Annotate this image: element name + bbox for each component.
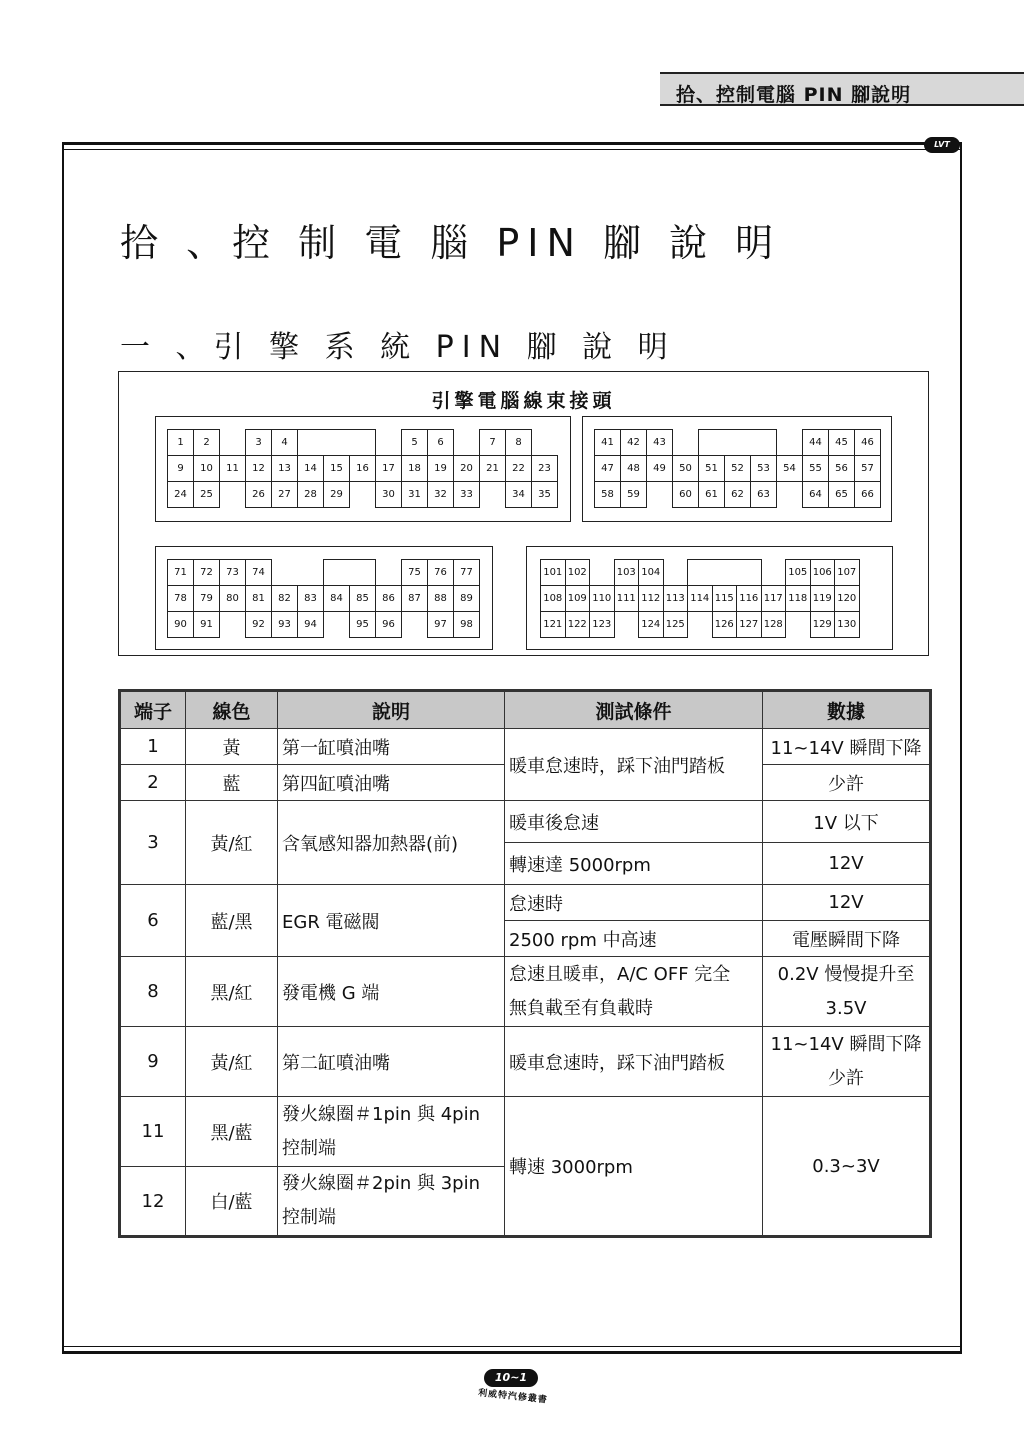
pin-8: 8 bbox=[505, 429, 532, 456]
pin-115: 115 bbox=[712, 585, 738, 612]
page-number: 10~1 bbox=[484, 1369, 538, 1387]
table-row bbox=[120, 957, 931, 1027]
pin-64: 64 bbox=[802, 481, 829, 508]
pin-90: 90 bbox=[167, 611, 194, 638]
pin-114: 114 bbox=[687, 585, 713, 612]
pin-84: 84 bbox=[323, 585, 350, 612]
pin-cell: 12 bbox=[120, 1167, 186, 1237]
desc-cell: 第四缸噴油嘴 bbox=[278, 765, 505, 801]
desc-line-2: 控制端 bbox=[282, 1137, 336, 1159]
pin-grid-c bbox=[168, 560, 480, 638]
pin-50: 50 bbox=[672, 455, 699, 482]
pin-3: 3 bbox=[245, 429, 272, 456]
pin-11: 11 bbox=[219, 455, 246, 482]
desc-cell bbox=[278, 1167, 505, 1237]
page-title: 拾 、控 制 電 腦 PIN 腳 說 明 bbox=[120, 221, 782, 265]
connector-diagram bbox=[118, 371, 929, 656]
pin-20: 20 bbox=[453, 455, 480, 482]
pin-14: 14 bbox=[297, 455, 324, 482]
pin-89: 89 bbox=[453, 585, 480, 612]
pin-82: 82 bbox=[271, 585, 298, 612]
pin-121: 121 bbox=[540, 611, 566, 638]
cond-line-1: 怠速且暖車，A/C OFF 完全 bbox=[509, 963, 731, 985]
pin-60: 60 bbox=[672, 481, 699, 508]
pin-73: 73 bbox=[219, 559, 246, 586]
pin-19: 19 bbox=[427, 455, 454, 482]
pin-26: 26 bbox=[245, 481, 272, 508]
pin-95: 95 bbox=[349, 611, 376, 638]
pin-113: 113 bbox=[663, 585, 689, 612]
header-description: 說明 bbox=[278, 691, 505, 729]
pin-93: 93 bbox=[271, 611, 298, 638]
pin-130: 130 bbox=[834, 611, 860, 638]
pin-10: 10 bbox=[193, 455, 220, 482]
section-subtitle: 一 、引 擎 系 統 PIN 腳 說 明 bbox=[120, 330, 676, 365]
pin-51: 51 bbox=[698, 455, 725, 482]
pin-128: 128 bbox=[761, 611, 787, 638]
data-cell: 電壓瞬間下降 bbox=[763, 921, 931, 957]
pin-grid-a bbox=[168, 430, 558, 508]
pin-44: 44 bbox=[802, 429, 829, 456]
pin-25: 25 bbox=[193, 481, 220, 508]
pin-63: 63 bbox=[750, 481, 777, 508]
color-cell: 黑/紅 bbox=[186, 957, 278, 1027]
connector-key-slot bbox=[687, 559, 762, 586]
cond-cell: 2500 rpm 中高速 bbox=[505, 921, 763, 957]
pin-87: 87 bbox=[401, 585, 428, 612]
pin-102: 102 bbox=[565, 559, 591, 586]
pin-28: 28 bbox=[297, 481, 324, 508]
pin-120: 120 bbox=[834, 585, 860, 612]
cond-cell bbox=[505, 957, 763, 1027]
data-line-1: 11~14V 瞬間下降 bbox=[770, 1033, 922, 1055]
pin-cell: 3 bbox=[120, 801, 186, 885]
pin-30: 30 bbox=[375, 481, 402, 508]
data-line-2: 3.5V bbox=[825, 997, 867, 1019]
header-test-condition: 測試條件 bbox=[505, 691, 763, 729]
pin-23: 23 bbox=[531, 455, 558, 482]
pin-74: 74 bbox=[245, 559, 272, 586]
brand-logo: LVT bbox=[924, 137, 960, 153]
data-cell: 12V bbox=[763, 843, 931, 885]
header-section-title: 拾、控制電腦 PIN 腳說明 bbox=[676, 84, 912, 106]
color-cell: 黃/紅 bbox=[186, 801, 278, 885]
pin-62: 62 bbox=[724, 481, 751, 508]
pin-description-table bbox=[118, 689, 932, 1238]
pin-48: 48 bbox=[620, 455, 647, 482]
pin-85: 85 bbox=[349, 585, 376, 612]
pin-97: 97 bbox=[427, 611, 454, 638]
pin-52: 52 bbox=[724, 455, 751, 482]
pin-42: 42 bbox=[620, 429, 647, 456]
pin-58: 58 bbox=[594, 481, 621, 508]
pin-65: 65 bbox=[828, 481, 855, 508]
cond-cell: 暖車怠速時，踩下油門踏板 bbox=[505, 1027, 763, 1097]
pin-79: 79 bbox=[193, 585, 220, 612]
pin-123: 123 bbox=[589, 611, 615, 638]
connector-key-slot bbox=[297, 429, 376, 456]
pin-109: 109 bbox=[565, 585, 591, 612]
color-cell: 黃 bbox=[186, 729, 278, 765]
pin-18: 18 bbox=[401, 455, 428, 482]
pin-108: 108 bbox=[540, 585, 566, 612]
pin-41: 41 bbox=[594, 429, 621, 456]
pin-94: 94 bbox=[297, 611, 324, 638]
pin-cell: 1 bbox=[120, 729, 186, 765]
pin-6: 6 bbox=[427, 429, 454, 456]
pin-83: 83 bbox=[297, 585, 324, 612]
pin-107: 107 bbox=[834, 559, 860, 586]
pin-cell: 6 bbox=[120, 885, 186, 957]
publisher-name: 利威特汽修叢書 bbox=[477, 1388, 549, 1406]
pin-9: 9 bbox=[167, 455, 194, 482]
pin-27: 27 bbox=[271, 481, 298, 508]
pin-16: 16 bbox=[349, 455, 376, 482]
data-line-2: 少許 bbox=[828, 1067, 864, 1089]
table-row bbox=[120, 1027, 931, 1097]
pin-cell: 8 bbox=[120, 957, 186, 1027]
pin-22: 22 bbox=[505, 455, 532, 482]
pin-105: 105 bbox=[785, 559, 811, 586]
frame-bottom-line bbox=[62, 1351, 962, 1354]
pin-17: 17 bbox=[375, 455, 402, 482]
pin-45: 45 bbox=[828, 429, 855, 456]
connector-group-b bbox=[582, 416, 892, 522]
pin-92: 92 bbox=[245, 611, 272, 638]
pin-86: 86 bbox=[375, 585, 402, 612]
pin-5: 5 bbox=[401, 429, 428, 456]
connector-title: 引擎電腦線束接頭 bbox=[431, 390, 616, 412]
color-cell: 藍 bbox=[186, 765, 278, 801]
pin-101: 101 bbox=[540, 559, 566, 586]
pin-124: 124 bbox=[638, 611, 664, 638]
cond-cell: 暖車怠速時，踩下油門踏板 bbox=[505, 729, 763, 801]
pin-46: 46 bbox=[854, 429, 881, 456]
pin-75: 75 bbox=[401, 559, 428, 586]
table-row bbox=[120, 801, 931, 843]
color-cell: 白/藍 bbox=[186, 1167, 278, 1237]
pin-43: 43 bbox=[646, 429, 673, 456]
pin-106: 106 bbox=[810, 559, 836, 586]
pin-grid-b bbox=[595, 430, 881, 508]
cond-cell: 轉速 3000rpm bbox=[505, 1097, 763, 1237]
pin-122: 122 bbox=[565, 611, 591, 638]
pin-129: 129 bbox=[810, 611, 836, 638]
pin-104: 104 bbox=[638, 559, 664, 586]
pin-118: 118 bbox=[785, 585, 811, 612]
desc-cell: 第二缸噴油嘴 bbox=[278, 1027, 505, 1097]
pin-57: 57 bbox=[854, 455, 881, 482]
desc-cell: EGR 電磁閥 bbox=[278, 885, 505, 957]
pin-21: 21 bbox=[479, 455, 506, 482]
pin-76: 76 bbox=[427, 559, 454, 586]
pin-33: 33 bbox=[453, 481, 480, 508]
pin-2: 2 bbox=[193, 429, 220, 456]
pin-127: 127 bbox=[736, 611, 762, 638]
pin-47: 47 bbox=[594, 455, 621, 482]
data-cell bbox=[763, 1027, 931, 1097]
pin-31: 31 bbox=[401, 481, 428, 508]
pin-grid-d bbox=[541, 560, 860, 638]
pin-81: 81 bbox=[245, 585, 272, 612]
desc-line-2: 控制端 bbox=[282, 1207, 336, 1228]
frame-top-thin-line bbox=[62, 149, 962, 150]
pin-13: 13 bbox=[271, 455, 298, 482]
desc-cell: 第一缸噴油嘴 bbox=[278, 729, 505, 765]
pin-1: 1 bbox=[167, 429, 194, 456]
frame-right-line bbox=[960, 142, 962, 1354]
pin-77: 77 bbox=[453, 559, 480, 586]
cond-cell: 暖車後怠速 bbox=[505, 801, 763, 843]
data-cell: 11~14V 瞬間下降 bbox=[763, 729, 931, 765]
pin-96: 96 bbox=[375, 611, 402, 638]
connector-group-a bbox=[155, 416, 571, 522]
pin-98: 98 bbox=[453, 611, 480, 638]
frame-bottom-thin-line bbox=[62, 1346, 962, 1347]
connector-group-d bbox=[526, 546, 893, 650]
color-cell: 黃/紅 bbox=[186, 1027, 278, 1097]
desc-line-1: 發火線圈＃1pin 與 4pin bbox=[282, 1103, 481, 1125]
pin-24: 24 bbox=[167, 481, 194, 508]
pin-111: 111 bbox=[614, 585, 640, 612]
data-cell bbox=[763, 957, 931, 1027]
cond-line-2: 無負載至有負載時 bbox=[509, 997, 653, 1019]
pin-34: 34 bbox=[505, 481, 532, 508]
data-cell: 少許 bbox=[763, 765, 931, 801]
header-wire-color: 線色 bbox=[186, 691, 278, 729]
frame-left-line bbox=[62, 142, 64, 1354]
header-pin: 端子 bbox=[120, 691, 186, 729]
pin-78: 78 bbox=[167, 585, 194, 612]
pin-125: 125 bbox=[663, 611, 689, 638]
connector-key-slot bbox=[323, 559, 376, 586]
pin-12: 12 bbox=[245, 455, 272, 482]
table-row bbox=[120, 885, 931, 921]
pin-53: 53 bbox=[750, 455, 777, 482]
pin-116: 116 bbox=[736, 585, 762, 612]
connector-group-c bbox=[155, 546, 493, 650]
pin-126: 126 bbox=[712, 611, 738, 638]
pin-117: 117 bbox=[761, 585, 787, 612]
pin-7: 7 bbox=[479, 429, 506, 456]
pin-91: 91 bbox=[193, 611, 220, 638]
pin-49: 49 bbox=[646, 455, 673, 482]
pin-cell: 11 bbox=[120, 1097, 186, 1167]
pin-56: 56 bbox=[828, 455, 855, 482]
pin-29: 29 bbox=[323, 481, 350, 508]
table-header-row bbox=[120, 691, 931, 729]
pin-66: 66 bbox=[854, 481, 881, 508]
data-cell: 0.3~3V bbox=[763, 1097, 931, 1237]
cond-cell: 轉速達 5000rpm bbox=[505, 843, 763, 885]
table-row bbox=[120, 729, 931, 765]
color-cell: 黑/藍 bbox=[186, 1097, 278, 1167]
pin-59: 59 bbox=[620, 481, 647, 508]
pin-80: 80 bbox=[219, 585, 246, 612]
pin-cell: 2 bbox=[120, 765, 186, 801]
pin-119: 119 bbox=[810, 585, 836, 612]
pin-54: 54 bbox=[776, 455, 803, 482]
pin-32: 32 bbox=[427, 481, 454, 508]
pin-cell: 9 bbox=[120, 1027, 186, 1097]
pin-72: 72 bbox=[193, 559, 220, 586]
pin-88: 88 bbox=[427, 585, 454, 612]
pin-15: 15 bbox=[323, 455, 350, 482]
connector-key-slot bbox=[698, 429, 777, 456]
data-cell: 1V 以下 bbox=[763, 801, 931, 843]
desc-cell: 發電機 G 端 bbox=[278, 957, 505, 1027]
pin-61: 61 bbox=[698, 481, 725, 508]
desc-line-1: 發火線圈＃2pin 與 3pin bbox=[282, 1173, 481, 1194]
pin-71: 71 bbox=[167, 559, 194, 586]
data-line-1: 0.2V 慢慢提升至 bbox=[777, 963, 915, 985]
pin-35: 35 bbox=[531, 481, 558, 508]
pin-110: 110 bbox=[589, 585, 615, 612]
table-row bbox=[120, 1097, 931, 1167]
header-data: 數據 bbox=[763, 691, 931, 729]
cond-cell: 怠速時 bbox=[505, 885, 763, 921]
pin-112: 112 bbox=[638, 585, 664, 612]
data-cell: 12V bbox=[763, 885, 931, 921]
pin-55: 55 bbox=[802, 455, 829, 482]
pin-103: 103 bbox=[614, 559, 640, 586]
color-cell: 藍/黑 bbox=[186, 885, 278, 957]
desc-cell bbox=[278, 1097, 505, 1167]
desc-cell: 含氧感知器加熱器(前) bbox=[278, 801, 505, 885]
pin-4: 4 bbox=[271, 429, 298, 456]
frame-top-line bbox=[62, 142, 962, 145]
